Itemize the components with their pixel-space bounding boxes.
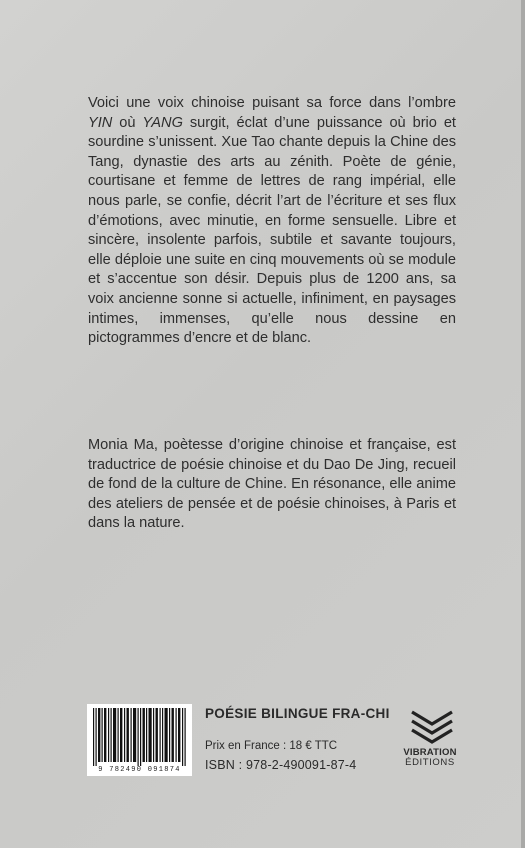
yin-term: YIN (88, 114, 113, 131)
publisher-chevron-icon (404, 708, 460, 780)
yang-term: YANG (142, 114, 183, 131)
barcode-bars (91, 708, 188, 766)
publisher-name: VIBRATION (403, 747, 457, 758)
cover-edge (521, 0, 525, 848)
price-label: Prix en France : 18 € TTC (205, 740, 338, 752)
barcode-digits: 9 782490 091874 (98, 766, 181, 774)
isbn-barcode (87, 704, 192, 776)
book-description (88, 94, 456, 349)
publisher-subname: ÉDITIONS (405, 757, 455, 768)
series-label: POÉSIE BILINGUE FRA-CHI (205, 706, 390, 721)
isbn-label: ISBN : 978-2-490091-87-4 (205, 758, 357, 772)
description-text-1: Voici une voix chinoise puisant sa force dans l’ombre (88, 95, 456, 111)
author-bio: Monia Ma, poètesse d’origine chinoise et française, est traductrice de poésie chinoise et du Dao De Jing, recueil de fond de la culture de Chine. En résonance, elle anime des ateliers de pensée et de poésie chinoises, à Paris et dans la nature. (88, 437, 456, 532)
description-text-3: surgit, éclat d’une puissance où brio et sourdine s’unissent. Xue Tao chante depuis la Chine des Tang, dynastie des arts au zénith. Poète de génie, courtisane et femme de lettres de rang impérial, elle nous parle, se confie, décrit l’art de l’écriture et ses flux d’émotions, avec minutie, en forme sensuelle. Libre et sincère, insolente parfois, subtile et savante toujours, elle déploie une suite en cinq mouvements où se module et s’accentue son désir. Depuis plus de 1200 ans, sa voix ancienne sonne si actuelle, infiniment, en paysages intimes, immenses, qu’elle nous dessine en pictogrammes d’encre et de blanc. (88, 114, 456, 347)
description-text-2: où (112, 114, 143, 131)
